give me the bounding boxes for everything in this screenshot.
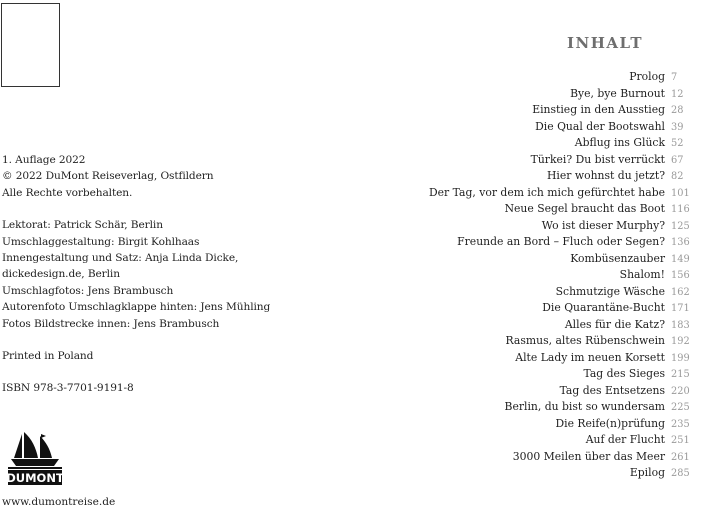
copyright-line: © 2022 DuMont Reiseverlag, Ostfildern bbox=[2, 170, 214, 183]
interior-design-line: Innengestaltung und Satz: Anja Linda Dicke, bbox=[2, 251, 239, 264]
toc-entry-page: 136 bbox=[671, 237, 690, 248]
logo-text: DUMONT bbox=[8, 471, 62, 485]
toc-entry bbox=[390, 334, 717, 351]
toc-entry-page: 28 bbox=[671, 105, 684, 116]
toc-entry-title: Tag des Sieges bbox=[583, 367, 665, 380]
table-of-contents bbox=[390, 70, 717, 483]
toc-entry-title: Türkei? Du bist verrückt bbox=[530, 152, 665, 166]
toc-entry bbox=[390, 268, 717, 285]
toc-entry-page: 82 bbox=[671, 171, 684, 182]
toc-entry-title: Die Quarantäne-Bucht bbox=[542, 301, 665, 314]
toc-entry-title: Bye, bye Burnout bbox=[570, 86, 665, 100]
toc-entry-title: 3000 Meilen über das Meer bbox=[512, 449, 665, 463]
toc-entry-page: 220 bbox=[671, 385, 690, 397]
toc-entry-page: 116 bbox=[671, 204, 690, 215]
toc-entry bbox=[390, 136, 717, 153]
interior-design-line-2: dickedesign.de, Berlin bbox=[2, 268, 120, 281]
toc-entry bbox=[390, 169, 717, 186]
toc-entry-page: 235 bbox=[671, 418, 690, 430]
toc-entry bbox=[390, 417, 717, 434]
author-photo-line: Autorenfoto Umschlagklappe hinten: Jens Mühling bbox=[2, 301, 271, 314]
toc-entry-page: 7 bbox=[671, 72, 678, 83]
toc-entry bbox=[390, 219, 717, 236]
image-placeholder-frame bbox=[1, 3, 60, 87]
toc-entry-title: Kombüsenzauber bbox=[570, 251, 665, 265]
toc-entry bbox=[390, 235, 717, 252]
toc-entry bbox=[390, 466, 717, 483]
edition-line: 1. Auflage 2022 bbox=[2, 154, 86, 166]
toc-entry bbox=[390, 202, 717, 219]
toc-entry-title: Der Tag, vor dem ich mich gefürchtet habe bbox=[429, 185, 665, 199]
toc-entry-page: 149 bbox=[671, 253, 690, 265]
toc-entry-title: Neue Segel braucht das Boot bbox=[504, 202, 665, 215]
toc-entry bbox=[390, 318, 717, 335]
toc-entry-title: Einstieg in den Ausstieg bbox=[532, 103, 665, 116]
spacer bbox=[2, 201, 332, 217]
toc-entry-title: Die Reife(n)prüfung bbox=[555, 416, 665, 430]
toc-entry bbox=[390, 103, 717, 120]
editor-line: Lektorat: Patrick Schär, Berlin bbox=[2, 219, 163, 232]
toc-entry bbox=[390, 400, 717, 417]
cover-photos-line: Umschlagfotos: Jens Brambusch bbox=[2, 284, 174, 297]
toc-entry-title: Abflug ins Glück bbox=[574, 136, 665, 149]
toc-entry-page: 52 bbox=[671, 138, 684, 149]
toc-entry-title: Rasmus, altes Rübenschwein bbox=[505, 334, 665, 347]
toc-entry bbox=[390, 285, 717, 302]
ship-icon bbox=[8, 430, 62, 486]
toc-entry bbox=[390, 87, 717, 104]
toc-entry bbox=[390, 433, 717, 450]
toc-entry-page: 125 bbox=[671, 220, 690, 232]
toc-entry bbox=[390, 70, 717, 87]
publisher-url: www.dumontreise.de bbox=[2, 496, 116, 508]
toc-entry-page: 156 bbox=[671, 270, 690, 281]
toc-entry-page: 39 bbox=[671, 121, 684, 133]
printed-line: Printed in Poland bbox=[2, 349, 94, 362]
toc-entry-page: 101 bbox=[671, 187, 690, 199]
cover-design-line: Umschlaggestaltung: Birgit Kohlhaas bbox=[2, 235, 200, 248]
toc-entry-page: 285 bbox=[671, 468, 690, 479]
rights-line: Alle Rechte vorbehalten. bbox=[2, 186, 133, 199]
photo-section-line: Fotos Bildstrecke innen: Jens Brambusch bbox=[2, 317, 220, 330]
toc-entry bbox=[390, 450, 717, 467]
toc-entry bbox=[390, 384, 717, 401]
spacer bbox=[2, 332, 332, 348]
toc-entry-title: Prolog bbox=[629, 70, 665, 83]
toc-entry-title: Epilog bbox=[629, 466, 665, 479]
toc-entry-title: Auf der Flucht bbox=[585, 433, 665, 446]
spacer bbox=[2, 364, 332, 380]
toc-entry-title: Wo ist dieser Murphy? bbox=[541, 218, 665, 232]
toc-entry-title: Hier wohnst du jetzt? bbox=[546, 169, 665, 182]
toc-entry bbox=[390, 252, 717, 269]
dumont-logo bbox=[8, 430, 62, 486]
toc-entry-title: Berlin, du bist so wundersam bbox=[504, 400, 665, 413]
isbn-line: ISBN 978-3-7701-9191-8 bbox=[2, 382, 134, 395]
toc-entry-page: 192 bbox=[671, 336, 690, 347]
toc-entry bbox=[390, 153, 717, 170]
toc-entry-page: 12 bbox=[671, 88, 684, 100]
toc-entry-title: Freunde an Bord – Fluch oder Segen? bbox=[457, 235, 665, 248]
toc-entry-page: 199 bbox=[671, 352, 690, 364]
toc-entry-page: 215 bbox=[671, 369, 690, 380]
toc-entry-title: Alte Lady im neuen Korsett bbox=[515, 350, 665, 364]
toc-entry-title: Alles für die Katz? bbox=[564, 317, 665, 331]
toc-entry-page: 171 bbox=[671, 303, 690, 314]
toc-entry-title: Schmutzige Wäsche bbox=[555, 284, 665, 298]
toc-entry-title: Die Qual der Bootswahl bbox=[535, 119, 665, 133]
toc-entry bbox=[390, 120, 717, 137]
toc-entry bbox=[390, 186, 717, 203]
toc-entry-title: Tag des Entsetzens bbox=[559, 383, 665, 397]
toc-entry bbox=[390, 301, 717, 318]
toc-entry bbox=[390, 367, 717, 384]
toc-entry-page: 67 bbox=[671, 154, 684, 166]
toc-entry bbox=[390, 351, 717, 368]
toc-entry-page: 162 bbox=[671, 286, 690, 298]
toc-heading: INHALT bbox=[566, 34, 644, 52]
toc-entry-page: 251 bbox=[671, 435, 690, 446]
toc-entry-page: 225 bbox=[671, 402, 690, 413]
imprint-block bbox=[2, 152, 332, 397]
toc-entry-page: 183 bbox=[671, 319, 690, 331]
toc-entry-page: 261 bbox=[671, 451, 690, 463]
toc-entry-title: Shalom! bbox=[619, 268, 665, 281]
